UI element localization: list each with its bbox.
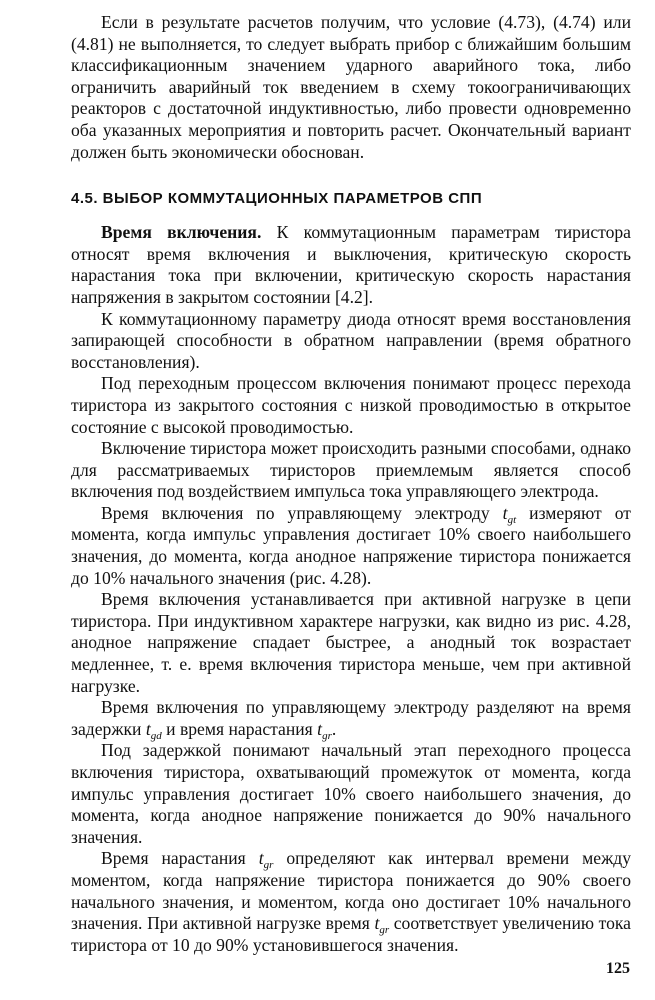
- paragraph-text: Время включения по управляющему электроду: [101, 502, 503, 523]
- paragraph-text: определяют как интервал времени между моментом, когда напряжение тиристора понижается до 90% своего начального значения, и моментом, когда оно достигает 10% начального значения. При активной нагрузке время: [71, 848, 631, 934]
- paragraph-text: Время включения по управляющему электроду разделяют на время задержки: [71, 697, 631, 739]
- section-heading: 4.5. ВЫБОР КОММУТАЦИОННЫХ ПАРАМЕТРОВ СПП: [71, 190, 483, 208]
- symbol-subscript: gr: [379, 924, 390, 937]
- runin-heading: Время включения.: [101, 222, 262, 243]
- symbol-base: t: [502, 502, 508, 523]
- paragraph-text: Время нарастания: [101, 848, 259, 869]
- symbol-subscript: gt: [507, 513, 517, 526]
- symbol-base: t: [374, 913, 380, 934]
- paragraph-gate-time: [71, 503, 631, 589]
- symbol-subscript: gd: [150, 729, 162, 742]
- paragraph-text: К коммутационным параметрам тиристора относят время включения и выключения, критическую скорость нарастания тока при включении, критическую скорость нарастания напряжения в закрытом состоянии [4.2].: [71, 222, 631, 307]
- paragraph-switch-on-methods: Включение тиристора может происходить разными способами, однако для рассматриваемых тиристоров приемлемым является способ включения под воздействием импульса тока управляющего электрода.: [71, 438, 631, 502]
- symbol-base: t: [145, 718, 151, 739]
- symbol-subscript: gr: [322, 729, 332, 742]
- paragraph-diode-parameter: К коммутационному параметру диода относят время восстановления запирающей способности в обратном направлении (время обратного восстановления).: [71, 308, 631, 372]
- paragraph-transient-process: Под переходным процессом включения понимают процесс перехода тиристора из закрытого состояния с низкой проводимостью в открытое состояние с высокой проводимостью.: [71, 373, 631, 437]
- paragraph-rise-time: [71, 848, 631, 956]
- paragraph-text: соответствует увеличению тока тиристора от 10 до 90% установившегося значения.: [71, 913, 631, 955]
- paragraph-delay-and-rise: [71, 697, 631, 740]
- paragraph-active-load: Время включения устанавливается при активной нагрузке в цепи тиристора. При индуктивном характере нагрузки, как видно из рис. 4.28, анодное напряжение спадает быстрее, а анодный ток возрастает медленнее, т. е. время включения тиристора меньше, чем при активной нагрузке.: [71, 589, 631, 696]
- document-page: [71, 12, 631, 956]
- paragraph-text: и время нарастания: [161, 718, 318, 739]
- symbol-tgr: [317, 718, 332, 742]
- intro-paragraph: Если в результате расчетов получим, что условие (4.73), (4.74) или (4.81) не выполняется, то следует выбрать прибор с ближайшим большим классификационным значением ударного аварийного тока, либо ограничить аварийный ток введением в схему токоограничивающих реакторов с достаточной индуктивностью, либо провести одновременно оба указанных мероприятия и повторить расчет. Окончательный вариант должен быть экономически обоснован.: [71, 12, 631, 162]
- paragraph-text: измеряют от момента, когда импульс управления достигает 10% своего наибольшего значения, до момента, когда анодное напряжение тиристора понижается до 10% начального значения (рис. 4.28).: [71, 502, 631, 588]
- symbol-tgr: [374, 913, 390, 937]
- symbol-base: t: [317, 718, 323, 739]
- paragraph-delay-definition: Под задержкой понимают начальный этап переходного процесса включения тиристора, охватывающий промежуток от момента, когда импульс управления достигает 10% своего наибольшего значения, до момента, когда анодное напряжение понижается до 90% начального значения.: [71, 740, 631, 847]
- symbol-tgr: [258, 848, 274, 872]
- page-number: 125: [606, 960, 630, 977]
- paragraph-text: .: [331, 718, 337, 739]
- symbol-tgd: [145, 718, 162, 742]
- paragraph-switch-on-time: [71, 222, 631, 308]
- symbol-base: t: [258, 848, 264, 869]
- symbol-tgt: [502, 502, 517, 526]
- symbol-subscript: gr: [263, 859, 274, 872]
